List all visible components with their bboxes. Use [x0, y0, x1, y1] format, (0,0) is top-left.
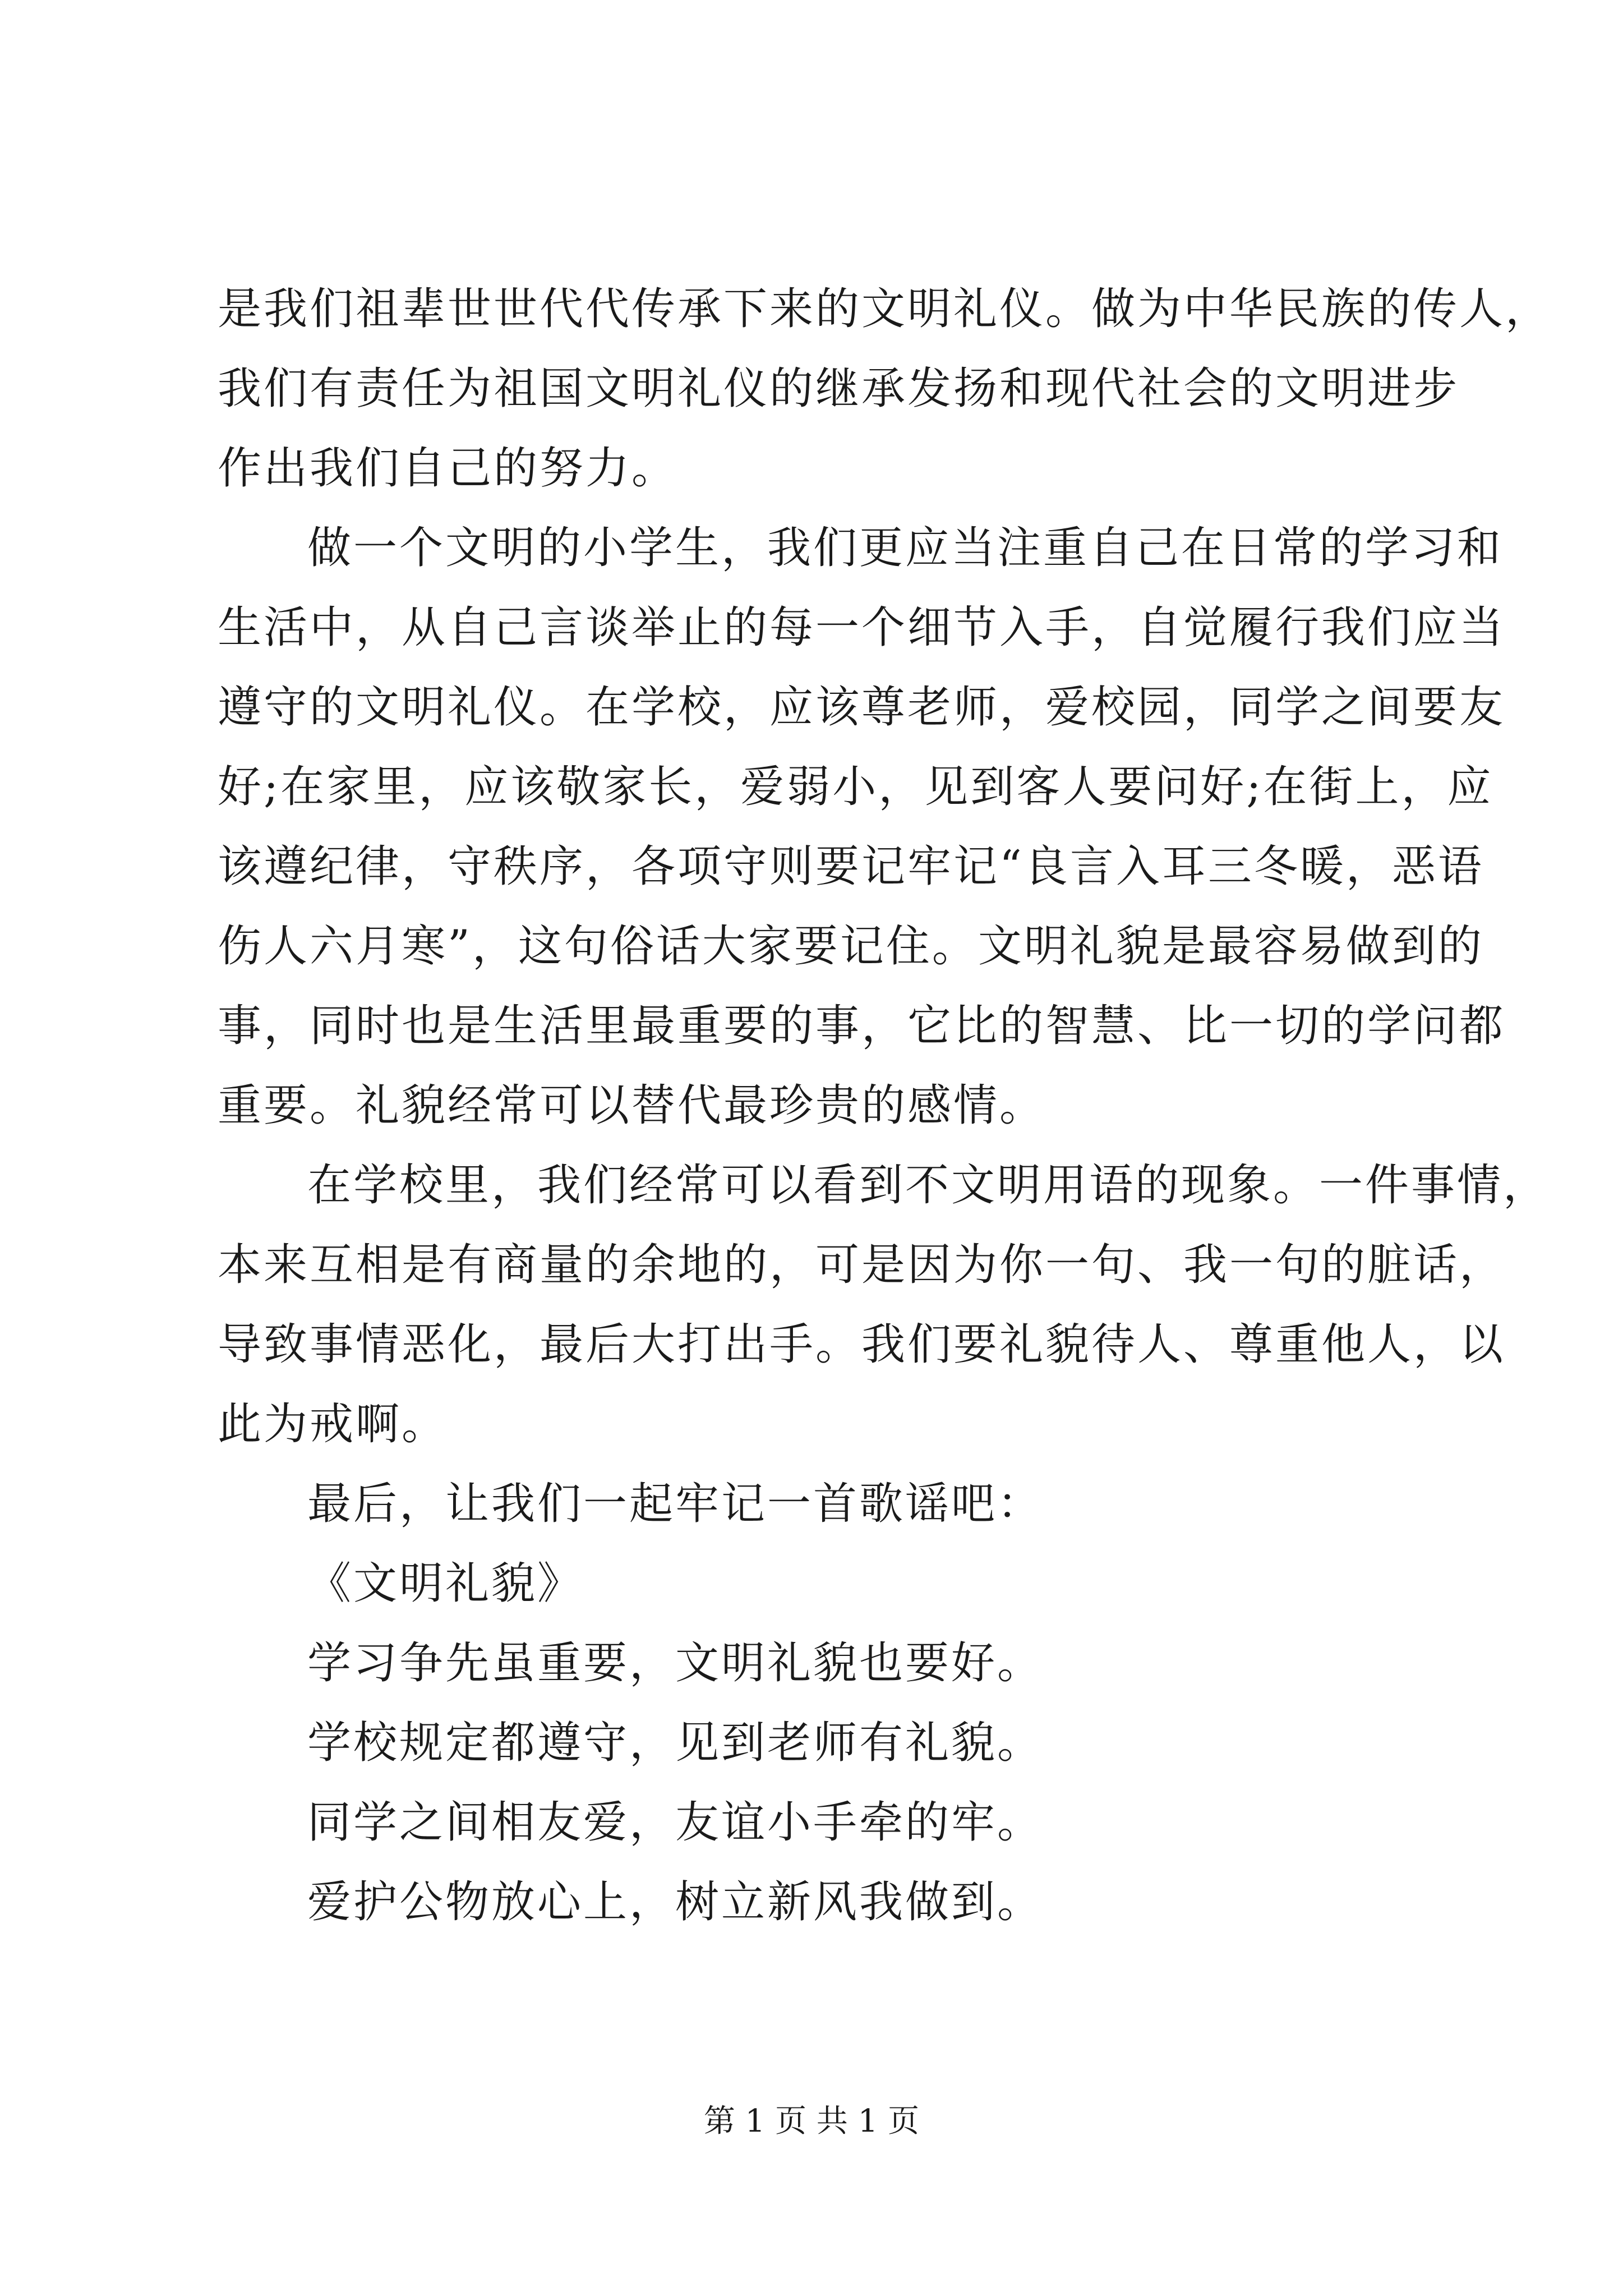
text-line: 该遵纪律，守秩序，各项守则要记牢记“良言入耳三冬暖，恶语 [218, 841, 1484, 892]
poem-line: 学校规定都遵守，见到老师有礼貌。 [307, 1718, 1044, 1768]
text-line: 做一个文明的小学生，我们更应当注重自己在日常的学习和 [307, 523, 1504, 573]
text-line: 最后，让我们一起牢记一首歌谣吧： [307, 1479, 1044, 1529]
text-line: 生活中，从自己言谈举止的每一个细节入手，自觉履行我们应当 [218, 602, 1506, 653]
text-line: 伤人六月寒”，这句俗话大家要记住。文明礼貌是最容易做到的 [218, 921, 1484, 972]
document-body [218, 269, 1552, 1942]
text-line: 重要。礼貌经常可以替代最珍贵的感情。 [218, 1080, 1046, 1131]
page-footer: 第 1 页 共 1 页 [703, 2103, 920, 2139]
text-line: 我们有责任为祖国文明礼仪的继承发扬和现代社会的文明进步 [218, 364, 1460, 414]
text-line: 事，同时也是生活里最重要的事，它比的智慧、比一切的学问都 [218, 1001, 1506, 1051]
poem-line: 同学之间相友爱，友谊小手牵的牢。 [307, 1797, 1044, 1848]
text-line: 好;在家里，应该敬家长，爱弱小，见到客人要问好;在街上，应 [218, 762, 1493, 812]
text-line: 遵守的文明礼仪。在学校，应该尊老师，爱校园，同学之间要友 [218, 682, 1506, 733]
poem-title: 《文明礼貌》 [307, 1558, 584, 1609]
text-line: 本来互相是有商量的余地的，可是因为你一句、我一句的脏话， [218, 1240, 1506, 1290]
text-line: 导致事情恶化，最后大打出手。我们要礼貌待人、尊重他人，以 [218, 1319, 1506, 1370]
text-line: 是我们祖辈世世代代传承下来的文明礼仪。做为中华民族的传人， [218, 284, 1552, 334]
poem-line: 爱护公物放心上，树立新风我做到。 [307, 1877, 1044, 1927]
text-line: 在学校里，我们经常可以看到不文明用语的现象。一件事情， [307, 1160, 1550, 1211]
poem-line: 学习争先虽重要，文明礼貌也要好。 [307, 1638, 1044, 1688]
text-line: 此为戒啊。 [218, 1399, 448, 1450]
text-line: 作出我们自己的努力。 [218, 443, 678, 494]
